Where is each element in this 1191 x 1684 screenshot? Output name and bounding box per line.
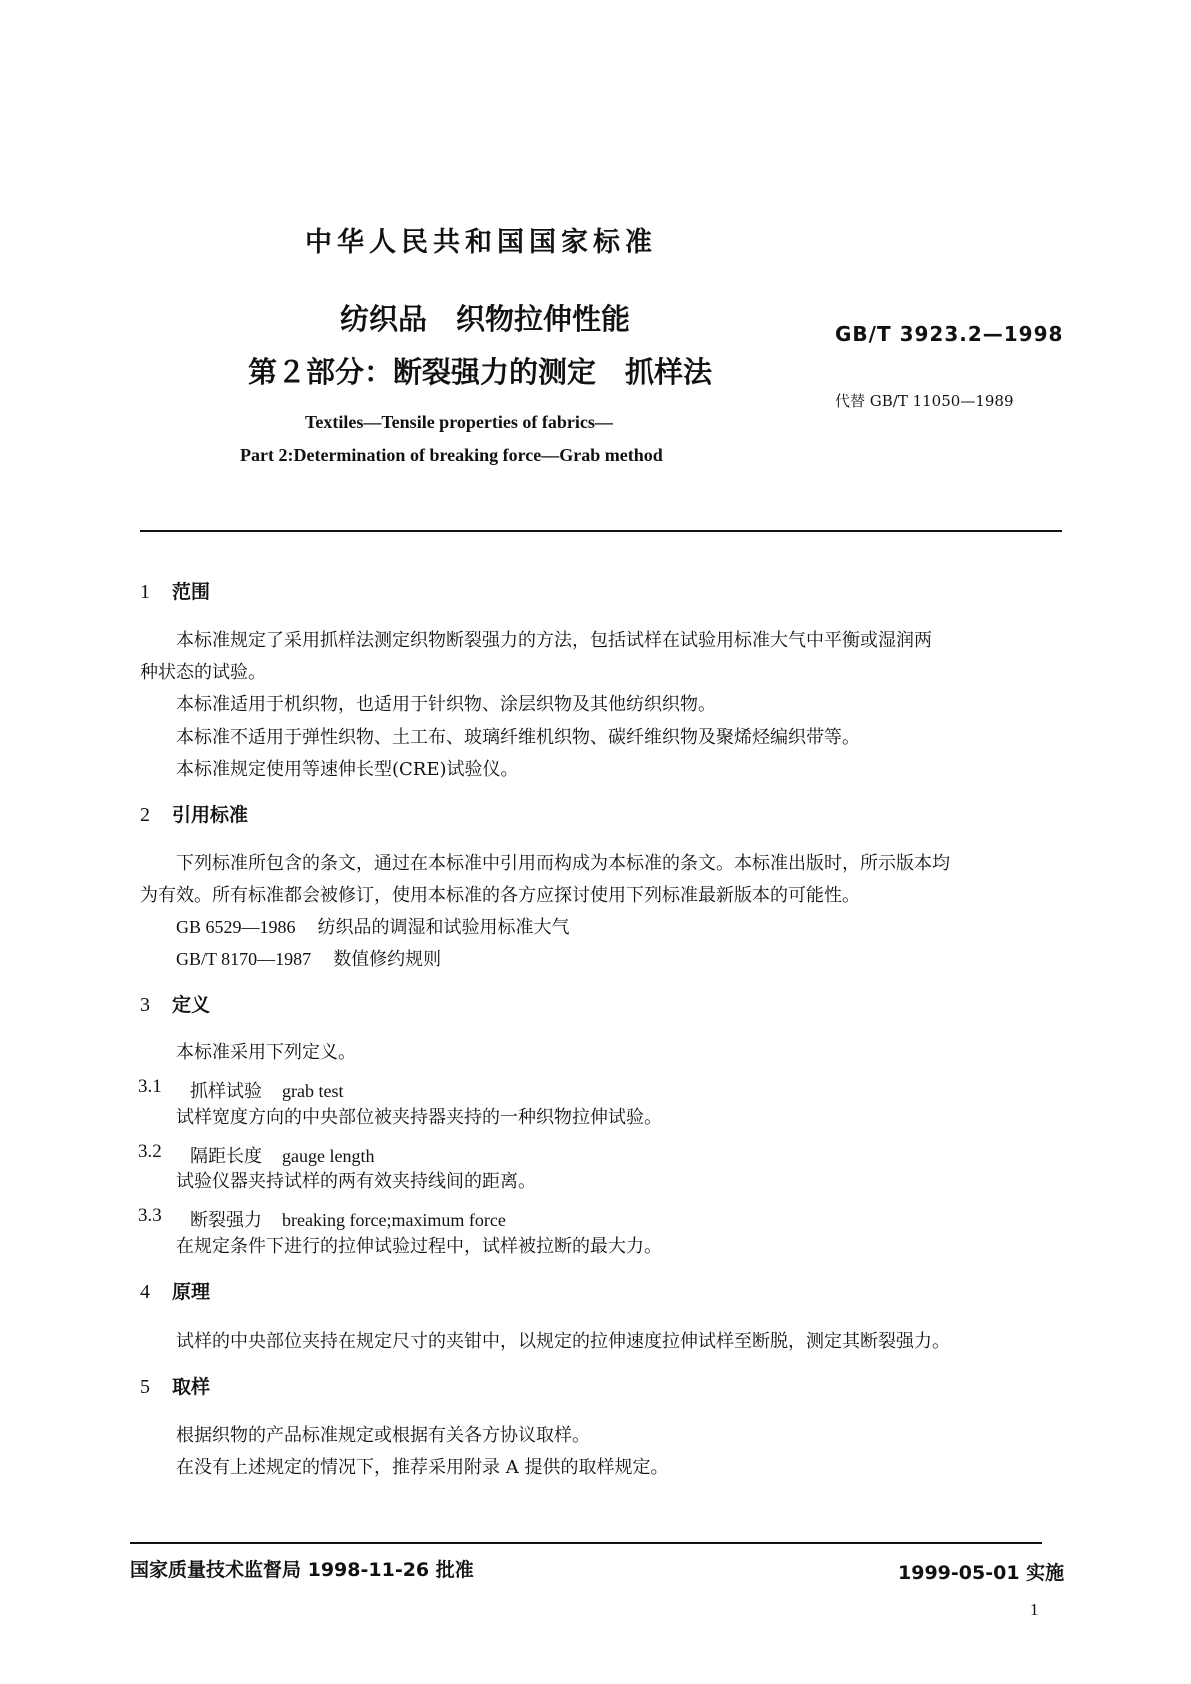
s5-paragraph-2: 在没有上述规定的情况下，推荐采用附录 A 提供的取样规定。	[176, 1457, 669, 1478]
definition-3-1-term	[190, 1077, 343, 1103]
s1-paragraph-1b: 种状态的试验。	[140, 662, 266, 683]
definition-3-2-text: 试验仪器夹持试样的两有效夹持线间的距离。	[176, 1171, 536, 1192]
term-en: gauge length	[282, 1146, 375, 1166]
definition-3-3-text: 在规定条件下进行的拉伸试验过程中，试样被拉断的最大力。	[176, 1236, 662, 1257]
reference-title: 数值修约规则	[333, 949, 442, 970]
s1-paragraph-4: 本标准规定使用等速伸长型(CRE)试验仪。	[176, 759, 519, 780]
title-en-line2: Part 2:Determination of breaking force—Grab method	[240, 445, 663, 465]
section-title: 范围	[172, 581, 211, 603]
section-title: 引用标准	[172, 804, 249, 826]
replaces-note: 代替 GB/T 11050—1989	[835, 392, 1014, 410]
title-cn-line1: 纺织品 织物拉伸性能	[340, 302, 631, 336]
title-en-line1: Textiles—Tensile properties of fabrics—	[305, 412, 613, 432]
definition-3-2-number: 3.2	[138, 1141, 162, 1162]
reference-title: 纺织品的调湿和试验用标准大气	[317, 917, 570, 938]
reference-code: GB/T 8170—1987	[176, 949, 312, 969]
page-number: 1	[1030, 1600, 1039, 1619]
reference-1	[176, 918, 570, 937]
s3-intro: 本标准采用下列定义。	[176, 1042, 356, 1063]
section-2-heading	[140, 800, 248, 827]
reference-code: GB 6529—1986	[176, 917, 296, 937]
term-cn: 抓样试验	[190, 1081, 262, 1102]
term-en: grab test	[282, 1081, 344, 1101]
term-cn: 隔距长度	[190, 1146, 262, 1167]
term-en: breaking force;maximum force	[282, 1210, 506, 1230]
s2-paragraph-1a: 下列标准所包含的条文，通过在本标准中引用而构成为本标准的条文。本标准出版时，所示版本均	[176, 853, 950, 874]
s1-paragraph-1a: 本标准规定了采用抓样法测定织物断裂强力的方法，包括试样在试验用标准大气中平衡或湿润两	[176, 630, 932, 651]
section-title: 取样	[172, 1376, 211, 1398]
section-5-heading	[140, 1372, 210, 1399]
s5-paragraph-1: 根据织物的产品标准规定或根据有关各方协议取样。	[176, 1425, 590, 1446]
definition-3-3-number: 3.3	[138, 1205, 162, 1226]
effective-date: 1999-05-01 实施	[898, 1562, 1065, 1584]
term-cn: 断裂强力	[190, 1210, 262, 1231]
section-number: 1	[140, 581, 150, 603]
s2-paragraph-1b: 为有效。所有标准都会被修订，使用本标准的各方应探讨使用下列标准最新版本的可能性。	[140, 885, 860, 906]
definition-3-1-number: 3.1	[138, 1076, 162, 1097]
s4-paragraph-1: 试样的中央部位夹持在规定尺寸的夹钳中，以规定的拉伸速度拉伸试样至断脱，测定其断裂强力。	[176, 1331, 950, 1352]
section-title: 原理	[172, 1281, 211, 1303]
definition-3-3-term	[190, 1206, 506, 1232]
section-4-heading	[140, 1277, 210, 1304]
reference-2	[176, 950, 441, 969]
footer-divider	[130, 1542, 1042, 1544]
section-number: 4	[140, 1281, 150, 1303]
section-1-heading	[140, 577, 210, 604]
section-number: 3	[140, 994, 150, 1016]
national-standard-heading: 中华人民共和国国家标准	[305, 227, 657, 258]
approval-line: 国家质量技术监督局 1998-11-26 批准	[130, 1559, 474, 1581]
section-number: 5	[140, 1376, 150, 1398]
definition-3-1-text: 试样宽度方向的中央部位被夹持器夹持的一种织物拉伸试验。	[176, 1107, 662, 1128]
definition-3-2-term	[190, 1142, 374, 1168]
section-number: 2	[140, 804, 150, 826]
title-cn-line2: 第２部分：断裂强力的测定 抓样法	[248, 355, 713, 389]
section-title: 定义	[172, 994, 211, 1016]
section-3-heading	[140, 990, 210, 1017]
s1-paragraph-2: 本标准适用于机织物，也适用于针织物、涂层织物及其他纺织织物。	[176, 694, 716, 715]
s1-paragraph-3: 本标准不适用于弹性织物、土工布、玻璃纤维机织物、碳纤维织物及聚烯烃编织带等。	[176, 727, 860, 748]
standard-code: GB/T 3923.2—1998	[835, 322, 1064, 346]
header-divider	[140, 530, 1062, 532]
